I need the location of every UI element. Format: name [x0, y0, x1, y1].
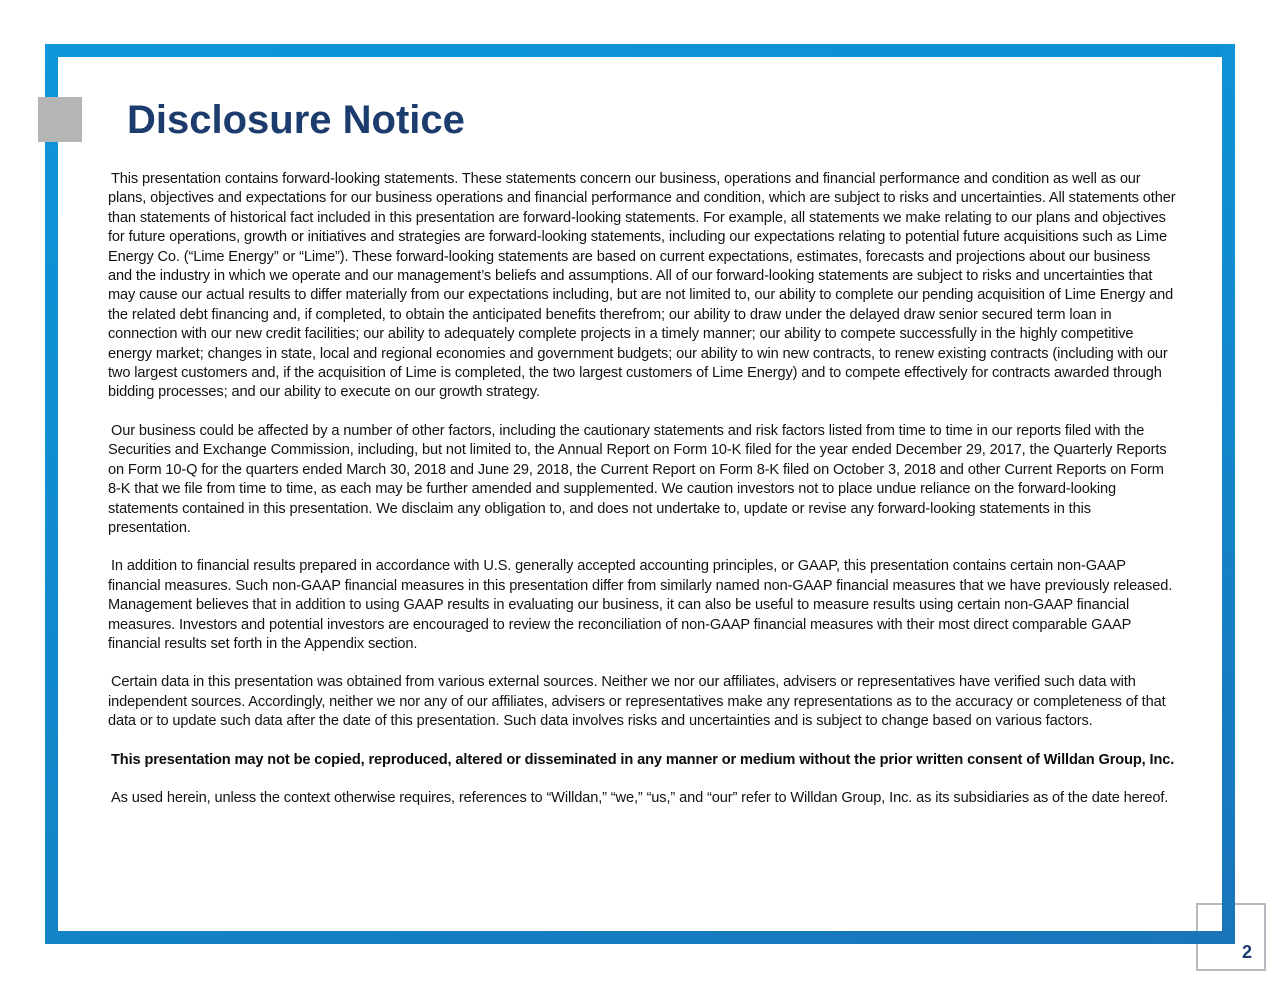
paragraph-other-factors-sec-filings: Our business could be affected by a number of other factors, including the cautionary statements and risk factors listed from time to time in our reports filed with the Securities and Exchange Commission, including, but not limited to, the Annual Report on Form 10-K filed for the year ended December 29, 2017, the Quarterly Reports on Form 10-Q for the quarters ended March 30, 2018 and June 29, 2018, the Current Report on Form 8-K filed on October 3, 2018 and other Current Reports on Form 8-K that we file from time to time, as each may be further amended and supplemented. We caution investors not to place undue reliance on the forward-looking statements contained in this presentation. We disclaim any obligation to, and does not undertake to, update or revise any forward-looking statements in this presentation. — [108, 422, 1167, 536]
title-accent-square — [38, 97, 82, 142]
paragraph-forward-looking-statements: This presentation contains forward-looking statements. These statements concern our business, operations and financial performance and condition as well as our plans, objectives and expectations for our business operations and financial performance and condition, which are subject to risks and uncertainties. All statements other than statements of historical fact included in this presentation are forward-looking statements. For example, all statements we make relating to our plans and objectives for future operations, growth or initiatives and strategies are forward-looking statements, including our expectations relating to potential future acquisitions such as Lime Energy Co. (“Lime Energy” or “Lime”). These forward-looking statements are based on current expectations, estimates, forecasts and projections about our business and the industry in which we operate and our management’s beliefs and assumptions. All of our forward-looking statements are subject to risks and uncertainties that may cause our actual results to differ materially from our expectations including, but are not limited to, our ability to complete our pending acquisition of Lime Energy and the related debt financing and, if completed, to obtain the anticipated benefits therefrom; our ability to draw under the delayed draw senior secured term loan in connection with our new credit facilities; our ability to adequately complete projects in a timely manner; our ability to compete successfully in the highly competitive energy market; changes in state, local and regional economies and government budgets; our ability to win new contracts, to renew existing contracts (including with our two largest customers and, if the acquisition of Lime is completed, the two largest customers of Lime Energy) and to compete effectively for contracts awarded through bidding processes; and our ability to execute on our growth strategy. — [108, 171, 1176, 401]
slide-title: Disclosure Notice — [127, 98, 465, 142]
frame-border-top — [45, 44, 1235, 57]
frame-border-right — [1222, 44, 1235, 944]
disclosure-body — [108, 170, 1176, 827]
paragraph-non-gaap-measures: In addition to financial results prepared in accordance with U.S. generally accepted accounting principles, or GAAP, this presentation contains certain non-GAAP financial measures. Such non-GAAP financial measures in this presentation differ from similarly named non-GAAP financial measures that we have previously released. Management believes that in addition to using GAAP results in evaluating our business, it can also be useful to measure results using certain non-GAAP financial measures. Investors and potential investors are encouraged to review the reconciliation of non-GAAP financial measures with their most direct comparable GAAP financial results set forth in the Appendix section. — [108, 558, 1173, 652]
paragraph-external-sources: Certain data in this presentation was obtained from various external sources. Neither we nor our affiliates, advisers or representatives have verified such data with independent sources. Accordingly, neither we nor any of our affiliates, advisers or representatives make any representations as to the accuracy or completeness of that data or to update such data after the date of this presentation. Such data involves risks and uncertainties and is subject to change based on various factors. — [108, 674, 1166, 730]
frame-border-bottom — [45, 931, 1235, 944]
paragraph-definitions: As used herein, unless the context otherwise requires, references to “Willdan,” “we,” “us,” and “our” refer to Willdan Group, Inc. as its subsidiaries as of the date hereof. — [111, 789, 1169, 806]
frame-border-left — [45, 44, 58, 944]
paragraph-copy-restriction: This presentation may not be copied, reproduced, altered or disseminated in any manner or medium without the prior written consent of Willdan Group, Inc. — [111, 751, 1175, 768]
page-number: 2 — [1241, 942, 1252, 962]
